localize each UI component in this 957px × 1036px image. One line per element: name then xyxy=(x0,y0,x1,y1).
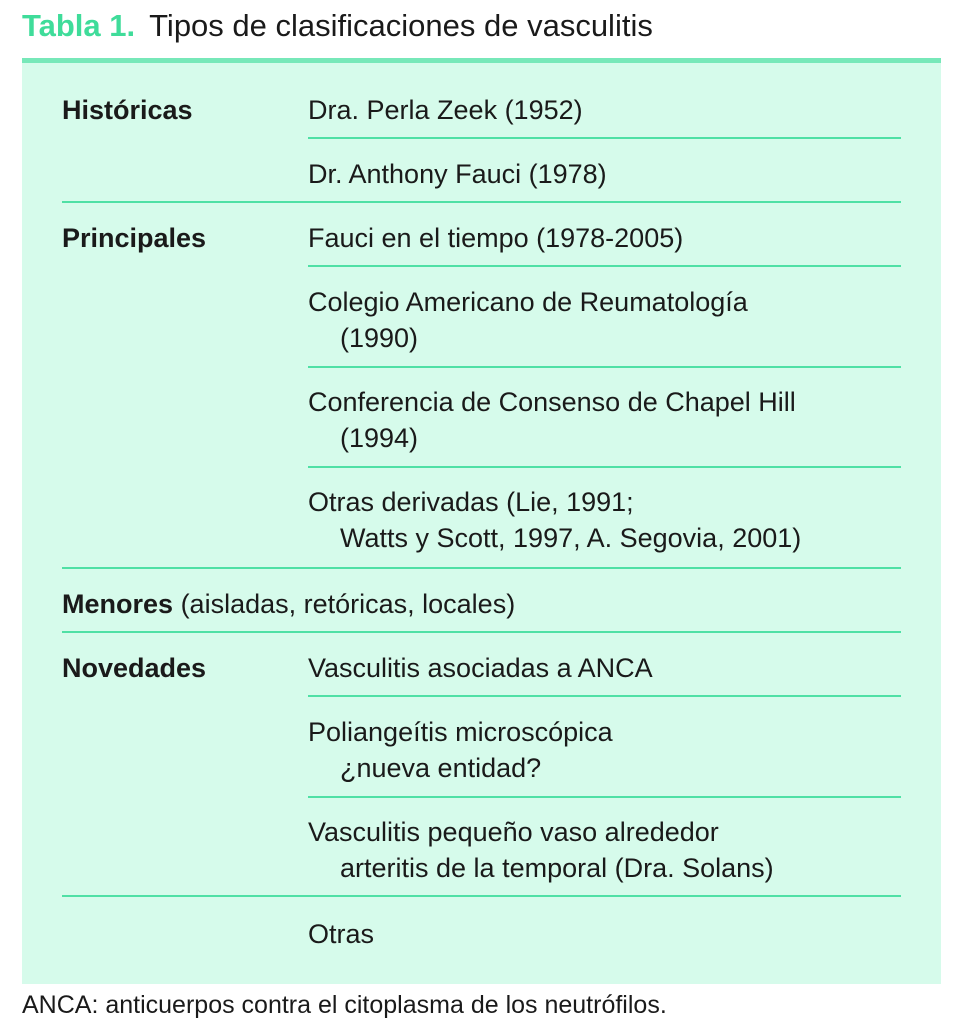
item-zeek-text: Dra. Perla Zeek (1952) xyxy=(308,95,583,125)
item-chapel-hill-line1: Conferencia de Consenso de Chapel Hill xyxy=(308,387,796,417)
item-zeek xyxy=(308,92,583,128)
item-otras-derivadas-line1: Otras derivadas (Lie, 1991; xyxy=(308,487,634,517)
category-historicas: Históricas xyxy=(62,95,193,125)
table-title xyxy=(22,6,653,46)
classification-table xyxy=(22,58,941,984)
item-poliangeitis-line2: ¿nueva entidad? xyxy=(340,753,542,783)
section-divider xyxy=(62,567,901,569)
row-divider xyxy=(308,796,901,798)
table-title-text: Tipos de clasificaciones de vasculitis xyxy=(149,8,653,43)
row-divider xyxy=(308,265,901,267)
row-divider xyxy=(308,366,901,368)
section-divider xyxy=(62,201,901,203)
category-menores-detail: (aisladas, retóricas, locales) xyxy=(180,589,516,619)
item-fauci xyxy=(308,156,607,192)
item-acr-line2: (1990) xyxy=(340,323,419,353)
item-chapel-hill xyxy=(308,384,796,456)
item-pequeno-vaso-line2: arteritis de la temporal (Dra. Solans) xyxy=(340,853,774,883)
footnote: ANCA: anticuerpos contra el citoplasma de los neutrófilos. xyxy=(22,991,667,1019)
row-divider xyxy=(308,137,901,139)
section-divider xyxy=(62,631,901,633)
item-poliangeitis xyxy=(308,714,613,786)
item-anca-text: Vasculitis asociadas a ANCA xyxy=(308,653,653,683)
item-pequeno-vaso xyxy=(308,814,774,886)
item-chapel-hill-line2: (1994) xyxy=(340,423,419,453)
item-otras-derivadas-line2: Watts y Scott, 1997, A. Segovia, 2001) xyxy=(340,523,802,553)
item-otras-derivadas xyxy=(308,484,801,556)
section-divider xyxy=(62,895,901,897)
table-number: Tabla 1. xyxy=(22,8,136,43)
category-menores-label: Menores xyxy=(62,589,174,619)
item-otras xyxy=(308,916,374,952)
item-fauci-tiempo xyxy=(308,220,683,256)
category-menores xyxy=(62,587,515,621)
item-pequeno-vaso-line1: Vasculitis pequeño vaso alrededor xyxy=(308,817,719,847)
category-principales: Principales xyxy=(62,223,207,253)
row-divider xyxy=(308,466,901,468)
item-fauci-text: Dr. Anthony Fauci (1978) xyxy=(308,159,607,189)
row-divider xyxy=(308,695,901,697)
item-acr xyxy=(308,284,748,356)
item-otras-text: Otras xyxy=(308,919,375,949)
category-novedades: Novedades xyxy=(62,653,207,683)
item-anca xyxy=(308,650,653,686)
item-poliangeitis-line1: Poliangeítis microscópica xyxy=(308,717,613,747)
item-fauci-tiempo-text: Fauci en el tiempo (1978-2005) xyxy=(308,223,684,253)
item-acr-line1: Colegio Americano de Reumatología xyxy=(308,287,748,317)
